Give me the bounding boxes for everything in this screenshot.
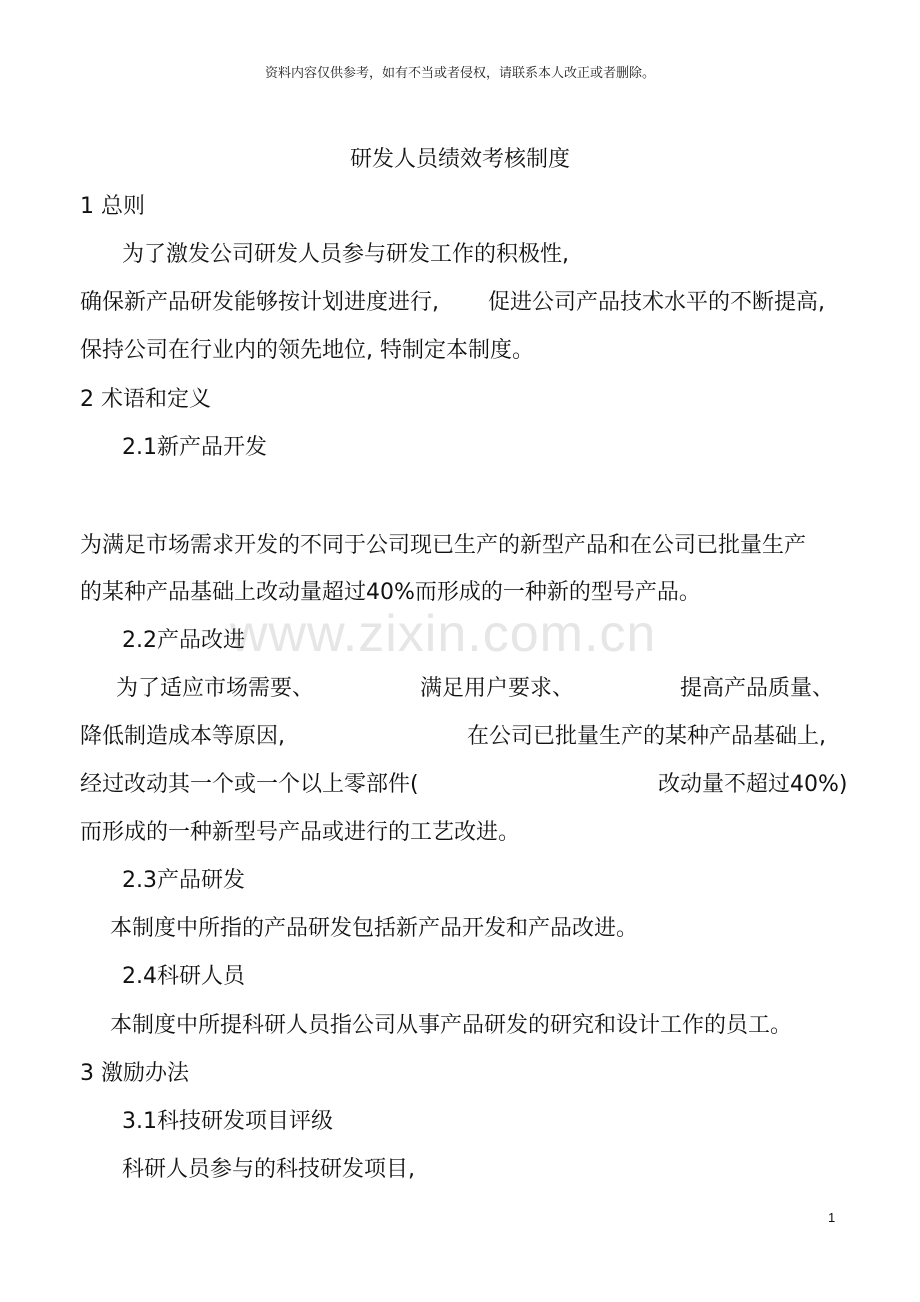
subsection-heading: 2.1新产品开发 (122, 435, 267, 460)
subsection-heading: 2.3产品研发 (122, 868, 245, 893)
paragraph-line: 而形成的一种新型号产品或进行的工艺改进。 (80, 820, 521, 845)
paragraph-line: 为了适应市场需要、 (116, 676, 315, 701)
paragraph-line: 改动量不超过40%) (658, 772, 848, 797)
page-number: 1 (828, 1210, 836, 1225)
subsection-heading: 3.1科技研发项目评级 (122, 1109, 333, 1134)
header-note: 资料内容仅供参考，如有不当或者侵权，请联系本人改正或者删除。 (264, 66, 655, 81)
paragraph-line: 科研人员参与的科技研发项目, (122, 1157, 415, 1182)
section-heading-3: 3 激励办法 (80, 1061, 189, 1086)
paragraph-line: 的某种产品基础上改动量超过40%而形成的一种新的型号产品。 (80, 580, 701, 605)
subsection-heading: 2.4科研人员 (122, 964, 245, 989)
paragraph-line: 降低制造成本等原因, (80, 724, 285, 749)
paragraph-line: 保持公司在行业内的领先地位, 特制定本制度。 (80, 338, 534, 363)
paragraph-line: 在公司已批量生产的某种产品基础上, (467, 724, 826, 749)
paragraph-line: 本制度中所指的产品研发包括新产品开发和产品改进。 (110, 916, 639, 941)
paragraph-line: 本制度中所提科研人员指公司从事产品研发的研究和设计工作的员工。 (110, 1013, 793, 1038)
subsection-heading: 2.2产品改进 (122, 628, 245, 653)
paragraph-line: 为满足市场需求开发的不同于公司现已生产的新型产品和在公司已批量生产 (80, 533, 807, 558)
section-heading-2: 2 术语和定义 (80, 387, 211, 412)
paragraph-line: 提高产品质量、 (680, 676, 835, 701)
paragraph-line: 促进公司产品技术水平的不断提高, (488, 290, 825, 315)
paragraph-line: 确保新产品研发能够按计划进度进行, (80, 290, 439, 315)
watermark: www.zixin.com.cn (230, 605, 657, 663)
page-title: 研发人员绩效考核制度 (349, 147, 570, 172)
section-heading-1: 1 总则 (80, 194, 145, 219)
paragraph-line: 经过改动其一个或一个以上零部件( (80, 772, 419, 797)
paragraph-line: 满足用户要求、 (420, 676, 575, 701)
paragraph-line: 为了激发公司研发人员参与研发工作的积极性, (122, 242, 569, 267)
